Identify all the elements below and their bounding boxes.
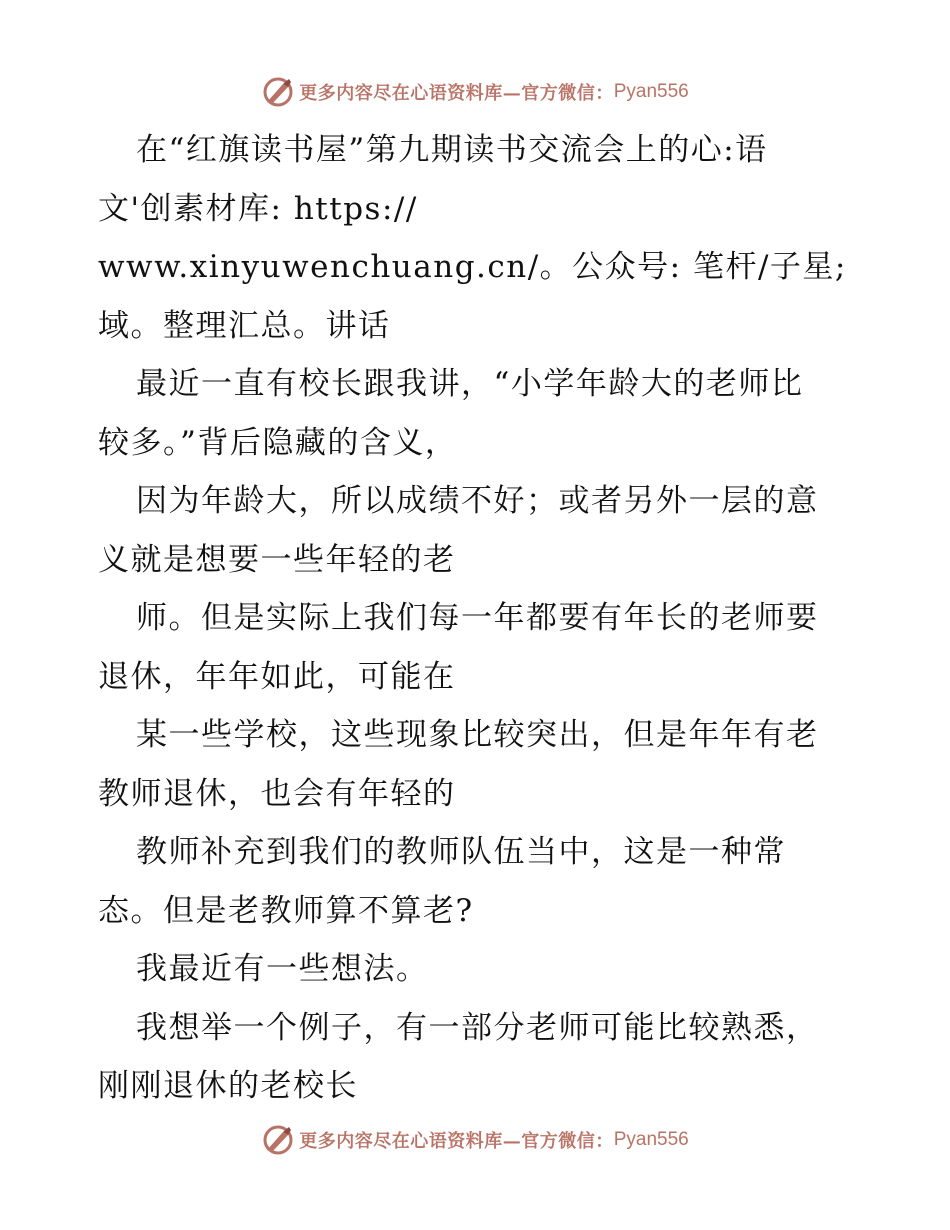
- text-line: 在“红旗读书屋”第九期读书交流会上的心:语: [136, 132, 768, 168]
- banner-text: 更多内容尽在心语资料库—官方微信：: [299, 1131, 614, 1152]
- text-line: 教师退休，也会有年轻的: [98, 775, 456, 812]
- text-line: 刚刚退休的老校长: [98, 1068, 358, 1104]
- header-banner: [0, 72, 950, 112]
- text-line: 态。但是老教师算不算老?: [98, 892, 474, 929]
- text-line: 义就是想要一些年轻的老: [98, 541, 456, 578]
- text-line: 我最近有一些想法。: [136, 951, 429, 987]
- banner-account: Pyan556: [613, 81, 689, 102]
- document-body: [98, 121, 858, 1116]
- text-line: 教师补充到我们的教师队伍当中，这是一种常: [136, 834, 786, 870]
- pen-logo-icon: [261, 1123, 295, 1157]
- footer-banner: [0, 1120, 950, 1160]
- pen-logo-icon: [261, 75, 295, 109]
- text-line: 师。但是实际上我们每一年都要有年长的老师要: [136, 600, 819, 636]
- text-line: 域。整理汇总。讲话: [98, 307, 391, 344]
- text-line: 较多。”背后隐藏的含义，: [98, 424, 458, 461]
- text-line: www.xinyuwenchuang.cn/。公众号: 笔杆/子星;: [98, 249, 847, 285]
- text-line: 因为年龄大，所以成绩不好；或者另外一层的意: [136, 483, 819, 519]
- text-line: 最近一直有校长跟我讲，“小学年龄大的老师比: [136, 366, 804, 402]
- text-line: 某一些学校，这些现象比较突出，但是年年有老: [136, 717, 819, 753]
- text-line: 退休，年年如此，可能在: [98, 658, 456, 695]
- text-line: 我想举一个例子，有一部分老师可能比较熟悉，: [136, 1009, 819, 1046]
- banner-account: Pyan556: [613, 1129, 689, 1150]
- banner-text: 更多内容尽在心语资料库—官方微信：: [299, 83, 614, 104]
- text-line: 文'创素材库: https://: [98, 190, 418, 227]
